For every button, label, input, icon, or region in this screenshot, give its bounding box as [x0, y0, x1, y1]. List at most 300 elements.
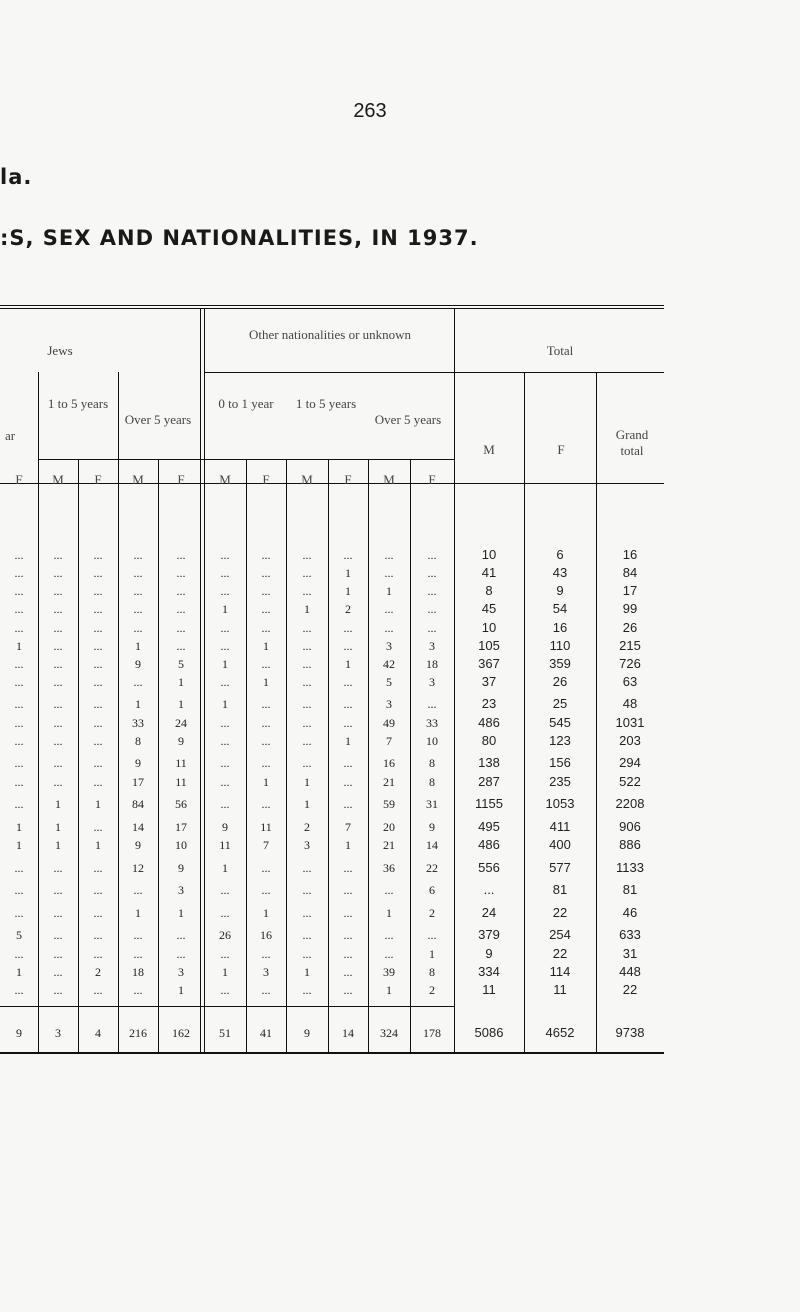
table-cell: 2 — [304, 820, 310, 834]
table-cell: 411 — [549, 819, 571, 834]
sex-label: F — [428, 472, 436, 487]
subgroup-other-over-5: Over 5 years — [374, 412, 442, 427]
table-cell: 22 — [426, 861, 438, 875]
table-cell: 24 — [481, 905, 497, 920]
table-cell: 359 — [549, 656, 571, 671]
table-cell: ... — [343, 697, 353, 711]
table-cell: ... — [427, 566, 437, 580]
table-cell: ... — [261, 584, 271, 598]
table-cell: ... — [427, 928, 437, 942]
table-cell: 906 — [619, 819, 641, 834]
table-cell: 11 — [175, 756, 187, 770]
table-cell: 9 — [429, 820, 435, 834]
table-cell: ... — [220, 566, 230, 580]
table-cell: 2 — [429, 906, 435, 920]
table-cell: ... — [427, 548, 437, 562]
table-cell: 22 — [552, 905, 568, 920]
table-cell: ... — [302, 983, 312, 997]
table-cell: 235 — [549, 774, 571, 789]
subgroup-total-m: M — [483, 442, 495, 457]
table-cell: 1 — [222, 602, 228, 616]
table-cell: 16 — [260, 928, 272, 942]
table-cell: 9 — [556, 583, 564, 598]
subgroup-other-1-to-5: 1 to 5 years — [295, 396, 357, 411]
table-cell: ... — [53, 657, 63, 671]
table-cell: ... — [261, 716, 271, 730]
table-cell: 114 — [549, 964, 571, 979]
table-cell: ... — [302, 861, 312, 875]
table-cell: ... — [343, 775, 353, 789]
table-cell: ... — [176, 639, 186, 653]
table-cell: 80 — [481, 733, 497, 748]
table-cell: 16 — [622, 547, 638, 562]
table-cell: ... — [427, 602, 437, 616]
table-cell: ... — [14, 797, 24, 811]
table-cell: 5 — [16, 928, 22, 942]
table-cell: 16 — [552, 620, 568, 635]
table-cell: 1 — [345, 838, 351, 852]
totals-cell: 14 — [342, 1026, 354, 1040]
table-cell: ... — [302, 584, 312, 598]
table-cell: ... — [302, 566, 312, 580]
table-cell: ... — [261, 797, 271, 811]
table-cell: 1 — [222, 657, 228, 671]
table-cell: 9 — [222, 820, 228, 834]
table-cell: 11 — [553, 982, 567, 997]
table-cell: 49 — [383, 716, 395, 730]
table-cell: 1 — [263, 775, 269, 789]
table-cell: 1 — [178, 675, 184, 689]
table-cell: ... — [93, 983, 103, 997]
table-cell: ... — [53, 983, 63, 997]
table-cell: ... — [384, 928, 394, 942]
table-cell: 1133 — [616, 860, 644, 875]
group-header-jews: Jews — [47, 343, 73, 358]
table-cell: ... — [133, 584, 143, 598]
table-cell: ... — [14, 716, 24, 730]
top-rule — [0, 308, 664, 309]
table-cell: 522 — [619, 774, 641, 789]
table-cell: ... — [220, 639, 230, 653]
table-cell: ... — [302, 734, 312, 748]
table-cell: 26 — [552, 674, 568, 689]
table-cell: 367 — [478, 656, 500, 671]
table-cell: ... — [53, 675, 63, 689]
table-cell: 33 — [426, 716, 438, 730]
table-cell: ... — [261, 861, 271, 875]
table-cell: 81 — [622, 882, 638, 897]
table-cell: 7 — [263, 838, 269, 852]
sex-label: F — [344, 472, 352, 487]
table-cell: ... — [53, 548, 63, 562]
table-cell: 37 — [481, 674, 497, 689]
table-cell: ... — [133, 548, 143, 562]
table-cell: 1 — [222, 965, 228, 979]
table-cell: ... — [261, 602, 271, 616]
table-cell: 400 — [549, 837, 571, 852]
table-cell: 294 — [619, 755, 641, 770]
table-cell: 99 — [622, 601, 638, 616]
table-cell: ... — [343, 965, 353, 979]
table-cell: ... — [53, 883, 63, 897]
sex-label: F — [15, 472, 23, 487]
table-cell: 486 — [478, 715, 500, 730]
totals-cell: 324 — [380, 1026, 398, 1040]
group-rule — [204, 372, 454, 373]
table-cell: 3 — [429, 675, 435, 689]
table-cell: ... — [53, 965, 63, 979]
table-cell: ... — [133, 928, 143, 942]
table-cell: 21 — [383, 838, 395, 852]
table-cell: ... — [220, 775, 230, 789]
table-cell: 45 — [481, 601, 497, 616]
table-cell: ... — [261, 734, 271, 748]
table-cell: ... — [302, 657, 312, 671]
group-header-total: Total — [546, 343, 574, 358]
table-cell: ... — [14, 566, 24, 580]
table-cell: 556 — [478, 860, 500, 875]
table-cell: 1 — [345, 584, 351, 598]
table-cell: 110 — [549, 638, 571, 653]
table-cell: 1 — [386, 983, 392, 997]
table-cell: ... — [53, 928, 63, 942]
subgroup-other-0-to-1: 0 to 1 year — [218, 396, 274, 411]
table-cell: ... — [343, 621, 353, 635]
table-cell: ... — [14, 675, 24, 689]
table-cell: ... — [220, 883, 230, 897]
table-heading: :S, SEX AND NATIONALITIES, IN 1937. — [0, 226, 479, 250]
table-cell: ... — [261, 756, 271, 770]
table-cell: 33 — [132, 716, 144, 730]
table-cell: ... — [302, 928, 312, 942]
table-cell: 5 — [178, 657, 184, 671]
table-cell: ... — [53, 775, 63, 789]
group-header-other: Other nationalities or unknown — [248, 327, 412, 342]
table-cell: 31 — [622, 946, 638, 961]
table-cell: 11 — [482, 982, 496, 997]
table-cell: ... — [220, 734, 230, 748]
table-cell: 5 — [386, 675, 392, 689]
totals-cell: 216 — [129, 1026, 147, 1040]
table-cell: 56 — [175, 797, 187, 811]
table-cell: 3 — [178, 883, 184, 897]
table-cell: ... — [14, 947, 24, 961]
table-cell: ... — [93, 861, 103, 875]
table-cell: 1 — [95, 797, 101, 811]
table-cell: 1 — [263, 675, 269, 689]
table-cell: ... — [14, 548, 24, 562]
table-cell: 1 — [345, 734, 351, 748]
table-cell: 1 — [386, 584, 392, 598]
table-cell: ... — [343, 797, 353, 811]
table-cell: 2208 — [615, 796, 645, 811]
sex-label: F — [94, 472, 102, 487]
table-cell: 6 — [429, 883, 435, 897]
table-cell: 1 — [178, 697, 184, 711]
table-cell: ... — [53, 756, 63, 770]
table-cell: ... — [133, 883, 143, 897]
table-cell: 1 — [135, 697, 141, 711]
table-cell: 545 — [549, 715, 571, 730]
table-cell: ... — [384, 602, 394, 616]
table-cell: 3 — [386, 639, 392, 653]
table-cell: ... — [53, 947, 63, 961]
table-cell: ... — [176, 584, 186, 598]
table-cell: ... — [93, 947, 103, 961]
table-cell: ... — [14, 621, 24, 635]
table-cell: 18 — [426, 657, 438, 671]
table-cell: 1 — [429, 947, 435, 961]
table-cell: ... — [53, 602, 63, 616]
table-cell: ... — [343, 675, 353, 689]
table-cell: ... — [343, 983, 353, 997]
table-cell: 10 — [426, 734, 438, 748]
table-cell: 25 — [552, 696, 568, 711]
table-cell: ... — [343, 883, 353, 897]
table-cell: 10 — [481, 620, 497, 635]
table-cell: ... — [302, 639, 312, 653]
table-cell: ... — [14, 657, 24, 671]
table-cell: ... — [384, 883, 394, 897]
table-cell: 11 — [219, 838, 231, 852]
table-cell: 1031 — [615, 715, 645, 730]
table-cell: 14 — [426, 838, 438, 852]
table-cell: 215 — [619, 638, 641, 653]
table-cell: ... — [220, 548, 230, 562]
table-cell: 84 — [132, 797, 144, 811]
table-cell: 39 — [383, 965, 395, 979]
sex-label: F — [177, 472, 185, 487]
table-cell: 24 — [175, 716, 187, 730]
table-cell: 1 — [263, 639, 269, 653]
table-cell: 138 — [478, 755, 500, 770]
table-cell: ... — [133, 621, 143, 635]
table-cell: ... — [302, 675, 312, 689]
table-cell: 1 — [304, 797, 310, 811]
table-cell: ... — [220, 756, 230, 770]
table-cell: ... — [220, 947, 230, 961]
table-cell: ... — [14, 883, 24, 897]
table-cell: 21 — [383, 775, 395, 789]
totals-cell: 9 — [16, 1026, 22, 1040]
table-cell: 1 — [345, 566, 351, 580]
table-cell: 17 — [622, 583, 638, 598]
subgroup-jews-1-to-5: 1 to 5 years — [47, 396, 109, 411]
table-cell: 54 — [552, 601, 568, 616]
table-cell: 11 — [260, 820, 272, 834]
table-cell: 3 — [263, 965, 269, 979]
table-cell: 577 — [549, 860, 571, 875]
table-cell: ... — [14, 861, 24, 875]
table-cell: 1 — [263, 906, 269, 920]
table-cell: ... — [176, 947, 186, 961]
totals-cell: 4 — [95, 1026, 101, 1040]
table-cell: 17 — [132, 775, 144, 789]
table-cell: ... — [427, 697, 437, 711]
page-number: 263 — [353, 100, 387, 122]
table-cell: ... — [176, 602, 186, 616]
table-cell: ... — [53, 716, 63, 730]
table-cell: 1 — [55, 797, 61, 811]
subgroup-grand-total: Grand total — [615, 427, 649, 458]
table-cell: 1 — [95, 838, 101, 852]
table-cell: ... — [176, 621, 186, 635]
table-cell: 43 — [552, 565, 568, 580]
table-cell: 81 — [552, 882, 568, 897]
table-cell: 9 — [135, 657, 141, 671]
table-cell: ... — [93, 734, 103, 748]
table-cell: ... — [133, 566, 143, 580]
table-cell: 14 — [132, 820, 144, 834]
table-cell: 1 — [304, 775, 310, 789]
table-cell: ... — [483, 882, 495, 897]
totals-cell: 162 — [172, 1026, 190, 1040]
totals-cell: 178 — [423, 1026, 441, 1040]
table-cell: ... — [261, 697, 271, 711]
table-cell: ... — [93, 621, 103, 635]
table-cell: 9 — [135, 838, 141, 852]
table-cell: ... — [343, 906, 353, 920]
totals-cell: 9738 — [615, 1025, 645, 1040]
table-cell: ... — [427, 584, 437, 598]
bottom-rule — [0, 1052, 664, 1054]
table-cell: ... — [302, 548, 312, 562]
table-cell: ... — [343, 548, 353, 562]
table-cell: ... — [176, 566, 186, 580]
table-cell: 63 — [622, 674, 638, 689]
table-cell: ... — [133, 947, 143, 961]
sex-label: M — [219, 472, 231, 487]
table-cell: 1 — [222, 697, 228, 711]
table-cell: 1 — [178, 906, 184, 920]
table-cell: ... — [53, 861, 63, 875]
table-cell: 1 — [16, 820, 22, 834]
table-cell: ... — [53, 584, 63, 598]
table-cell: 9 — [178, 734, 184, 748]
table-cell: ... — [261, 883, 271, 897]
table-cell: ... — [343, 861, 353, 875]
totals-cell: 4652 — [545, 1025, 575, 1040]
table-cell: 1 — [135, 639, 141, 653]
subgroup-ar: ar — [4, 428, 16, 443]
table-cell: ... — [93, 657, 103, 671]
table-cell: ... — [14, 775, 24, 789]
totals-cell: 5086 — [474, 1025, 504, 1040]
sex-label: M — [52, 472, 64, 487]
table-cell: ... — [384, 947, 394, 961]
table-cell: 7 — [386, 734, 392, 748]
table-cell: 1 — [178, 983, 184, 997]
table-cell: ... — [133, 602, 143, 616]
table-cell: ... — [176, 928, 186, 942]
table-cell: 3 — [178, 965, 184, 979]
table-cell: 59 — [383, 797, 395, 811]
table-cell: 8 — [429, 775, 435, 789]
table-cell: ... — [302, 756, 312, 770]
table-cell: ... — [93, 883, 103, 897]
table-cell: 9 — [178, 861, 184, 875]
table-cell: 1 — [345, 657, 351, 671]
table-cell: 287 — [478, 774, 500, 789]
table-cell: ... — [302, 621, 312, 635]
table-cell: 48 — [622, 696, 638, 711]
table-cell: ... — [220, 983, 230, 997]
table-cell: 10 — [175, 838, 187, 852]
table-cell: 1 — [222, 861, 228, 875]
table-cell: ... — [261, 947, 271, 961]
totals-cell: 51 — [219, 1026, 231, 1040]
table-cell: 8 — [429, 965, 435, 979]
table-cell: 2 — [429, 983, 435, 997]
table-cell: ... — [53, 566, 63, 580]
table-cell: 633 — [619, 927, 641, 942]
table-cell: 726 — [619, 656, 641, 671]
table-cell: ... — [302, 697, 312, 711]
table-cell: ... — [93, 548, 103, 562]
table-cell: 8 — [429, 756, 435, 770]
table-cell: 36 — [383, 861, 395, 875]
table-cell: 203 — [619, 733, 641, 748]
subgroup-jews-over-5: Over 5 years — [124, 412, 192, 427]
table-cell: ... — [261, 983, 271, 997]
table-cell: ... — [93, 756, 103, 770]
table-cell: 18 — [132, 965, 144, 979]
table-cell: ... — [261, 548, 271, 562]
table-cell: ... — [343, 928, 353, 942]
table-cell: ... — [302, 947, 312, 961]
table-cell: 448 — [619, 964, 641, 979]
table-cell: 3 — [429, 639, 435, 653]
table-cell: ... — [176, 548, 186, 562]
table-cell: 3 — [304, 838, 310, 852]
totals-cell: 3 — [55, 1026, 61, 1040]
table-cell: 20 — [383, 820, 395, 834]
table-cell: ... — [220, 675, 230, 689]
table-cell: ... — [133, 983, 143, 997]
table-cell: 1 — [304, 965, 310, 979]
table-cell: 1 — [135, 906, 141, 920]
table-cell: 1 — [16, 639, 22, 653]
group-rule — [454, 372, 664, 373]
table-cell: ... — [14, 983, 24, 997]
table-cell: ... — [220, 797, 230, 811]
table-cell: ... — [93, 675, 103, 689]
table-cell: 16 — [383, 756, 395, 770]
table-cell: 46 — [622, 905, 638, 920]
table-cell: 7 — [345, 820, 351, 834]
table-cell: 486 — [478, 837, 500, 852]
table-cell: 886 — [619, 837, 641, 852]
table-cell: ... — [93, 639, 103, 653]
table-cell: ... — [384, 566, 394, 580]
table-cell: ... — [14, 734, 24, 748]
table-cell: ... — [427, 621, 437, 635]
table-cell: 254 — [549, 927, 571, 942]
table-cell: ... — [302, 883, 312, 897]
table-cell: ... — [302, 906, 312, 920]
table-cell: ... — [53, 697, 63, 711]
table-cell: 17 — [175, 820, 187, 834]
table-cell: ... — [53, 639, 63, 653]
table-cell: ... — [93, 697, 103, 711]
sex-label: M — [383, 472, 395, 487]
table-cell: 41 — [481, 565, 497, 580]
table-cell: ... — [261, 657, 271, 671]
table-cell: 22 — [622, 982, 638, 997]
table-cell: ... — [343, 947, 353, 961]
table-cell: 379 — [478, 927, 500, 942]
table-cell: ... — [93, 584, 103, 598]
